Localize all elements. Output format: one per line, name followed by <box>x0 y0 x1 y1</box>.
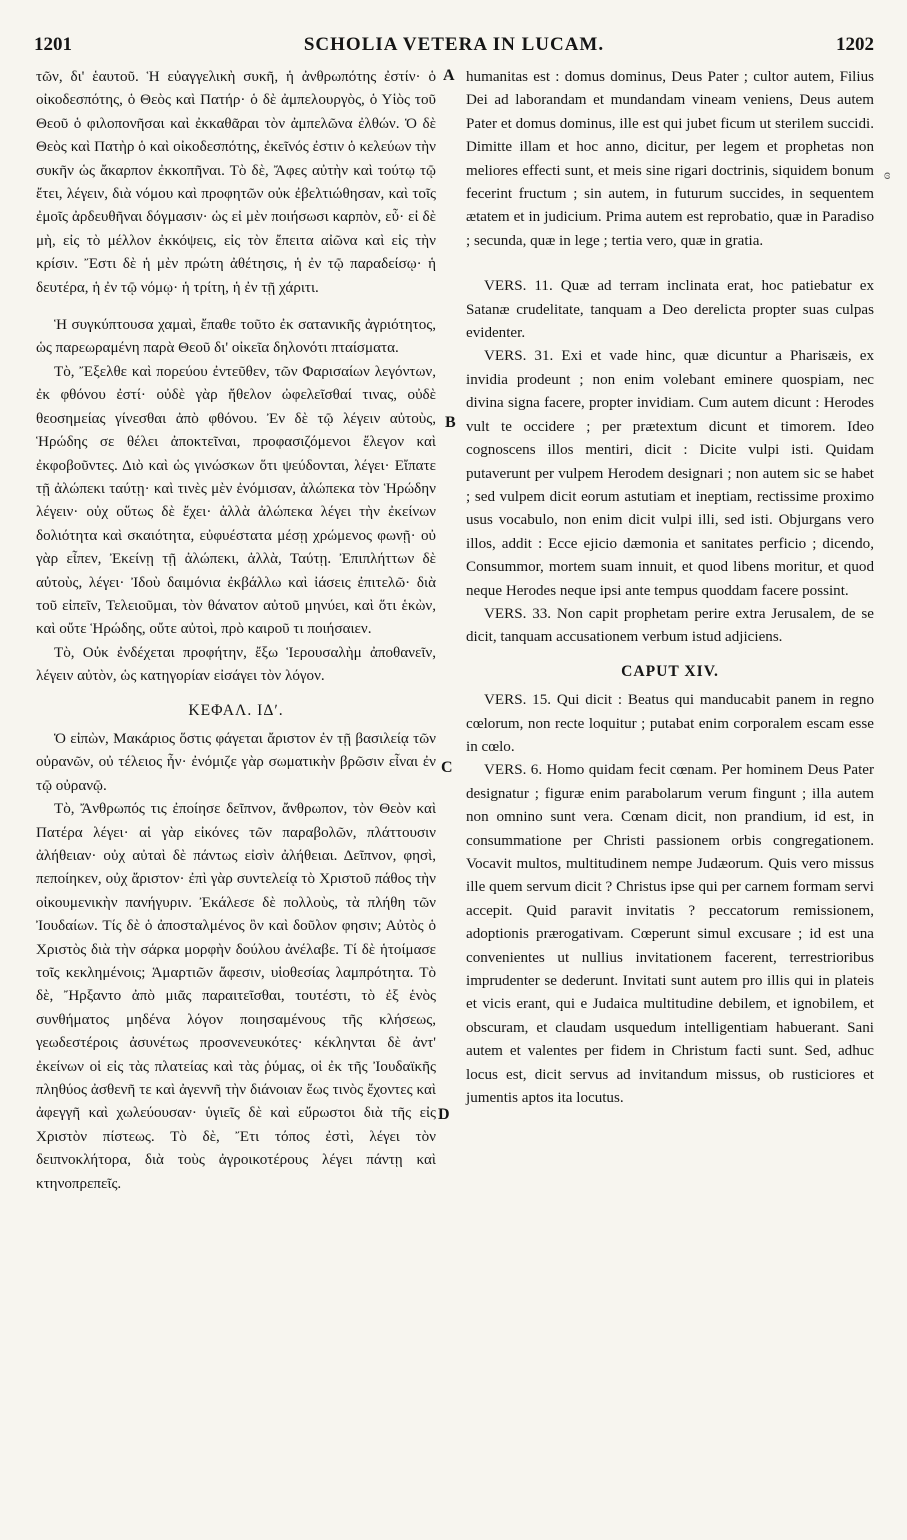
greek-chapter-heading: ΚΕΦΑΛ. ΙΔʹ. <box>188 701 284 719</box>
margin-letter-c: C <box>441 759 453 776</box>
latin-paragraph-5: VERS. 15. Qui dicit : Beatus qui manducabit panem in regno cœlorum, non recte loquitur ; putabat enim corporalem escam esse in cœlo. <box>466 692 874 755</box>
greek-paragraph-3: Τὸ, Ἔξελθε καὶ πορεύου ἐντεῦθεν, τῶν Φαρισαίων λεγόντων, ἐκ φθόνου ἐστί· οὐδὲ γὰρ ἤθελον ὠφελεῖσθαί τινας, οὐδὲ θεοσημείας γίνεσθαι ἀπὸ φθόνου. Ἐν δὲ τῷ λέγειν αὐτοὺς, Ἡρώδης σε θέλει ἀποκτεῖναι, προφασιζόμενοι ἔλεγον καὶ ἐκφοβοῦντες. Διὸ καὶ ὡς γινώσκων ὅτι ψεύδονται, λέγει· Εἴπατε τῇ ἀλώπεκι ταύτῃ· καὶ τινὲς μὲν ἐνόμισαν, ἀλώπεκα τὸν Ἡρώδην λέγειν· οὐχ οὕτως δὲ ἔχει· ἀλλὰ ἀλώπεκα λέγει τὴν ἐκείνων δολιότητα καὶ σκαιότητα, εὐφυέστατα μέσῃ χρώμενος φωνῇ· οὐ γὰρ εἶπεν, Ἐκείνῃ τῇ ἀλώπεκι, ἀλλὰ, Ταύτῃ. Ἐπιπλήττων δὲ αὐτοὺς, λέγει· Ἰδοὺ δαιμόνια ἐκβάλλω καὶ ἰάσεις ἐπιτελῶ· διὰ τοῦ εἰπεῖν, Τελειοῦμαι, τὸν θάνατον αὐτοῦ μηνύει, καὶ ὅτι ἑκὼν, καὶ οὔτε Ἡρώδης, οὔτε αὐτοὶ, πρὸ καιροῦ τι ποιήσαιεν. <box>36 363 436 638</box>
latin-paragraph-2: VERS. 11. Quæ ad terram inclinata erat, hoc patiebatur ex Satanæ crudelitate, tanquam a Deo derelicta propter suas culpas evidenter. <box>466 278 874 342</box>
greek-paragraph-6: Τὸ, Ἄνθρωπός τις ἐποίησε δεῖπνον, ἄνθρωπον, τὸν Θεὸν καὶ Πατέρα λέγει· αἱ γὰρ εἰκόνες τῶν παραβολῶν, πλάττουσιν ἀλήθειαν· οὐχ αὐταὶ δὲ πάντως εἰσὶν ἀλήθειαι. Δεῖπνον, φησὶ, πεποίηκεν, οὐχ ἄριστον· ἐπὶ γὰρ συντελείᾳ τὸ Χριστοῦ πάθος τὴν οἰκουμενικὴν πανήγυριν. Ἐκάλεσε δὲ πολλοὺς, τὰ πλήθη τῶν Ἰουδαίων. Τίς δὲ ὁ ἀποσταλμένος ὃν καὶ δοῦλον φησιν; Αὐτὸς ὁ Χριστὸς διὰ τὴν σάρκα μορφὴν δούλου ἀνέλαβε. Τί δὲ ἡτοίμασε τοῖς κεκλημένοις; Ἁμαρτιῶν ἄφεσιν, υἱοθεσίας λαμπρότητα. Τὸ δὲ, Ἤρξαντο ἀπὸ μιᾶς παραιτεῖσθαι, τουτέστι, τὸ ἐξ ἑνὸς συνθήματος μηδένα λόγον ποιησαμένους τῆς κλήσεως, γεωδεστέροις ἀσυνέτως προσνενευκότες· κέκληνται δὲ ἀντ' ἐκείνων οἱ εἰς τὰς πλατείας καὶ τὰς ῥύμας, οἱ ἐκ τῆς Ἰουδαϊκῆς πληθύος ἀσθενῆ τε καὶ ἀγεννῆ τὴν διάνοιαν ἕως τινὸς ἔχοντες καὶ ἀφεγγῆ καὶ χωλεύουσαν· ὑγιεῖς δὲ καὶ εὔρωστοι διὰ τῆς εἰς Χριστὸν πίστεως. Τὸ δὲ, Ἔτι τόπος ἐστὶ, λέγει τὸν δειπνοκλήτορα, διὰ τοὺς ἀγροικοτέρους λέγει πάντῃ καὶ κτηνοπρεπεῖς. <box>36 801 436 1192</box>
greek-paragraph-4: Τὸ, Οὐκ ἐνδέχεται προφήτην, ἔξω Ἱερουσαλὴμ ἀποθανεῖν, λέγειν αὐτὸν, ὡς κατηγορίαν εἰσάγει τὸν λόγον. <box>36 644 436 685</box>
page-number-left: 1201 <box>34 34 72 55</box>
running-header <box>34 34 874 64</box>
latin-paragraph-3: VERS. 31. Exi et vade hinc, quæ dicuntur a Pharisæis, ex invidia prodeunt ; non enim volebant eminere quospiam, nec divina signa facere, propter invidiam. Cum autem dicunt : Herodes vult te occidere ; per prætextum dicunt et timorem. Ideo cognoscens illos mentiri, dicit : Dicite vulpi isti. Quidam putaverunt per vulpem Herodem designari ; non autem sic se habet ; sed vulpem dicit eorum astutiam et ineptiam, rectissime proximo usus vocabulo, non enim dicit vulpi illi, sed isti. Objurgans vero illos, addit : Ecce ejicio dæmonia et sanitates perficio ; dicendo, Consummor, mortem suam innuit, et quod libens moritur, et quod neque Herodes neque ipsi ante tempus quoddam facere possint. <box>466 348 874 599</box>
latin-column <box>466 66 874 1110</box>
margin-note: ɞ <box>884 168 891 183</box>
greek-paragraph-2: Ἡ συγκύπτουσα χαμαὶ, ἔπαθε τοῦτο ἐκ σατανικῆς ἀγριότητος, ὡς παρεωραμένη παρὰ Θεοῦ δι' οἰκεῖα δηλονότι πταίσματα. <box>36 317 436 357</box>
greek-paragraph-1: τῶν, δι' ἑαυτοῦ. Ἡ εὐαγγελικὴ συκῆ, ἡ ἀνθρωπότης ἐστίν· ὁ οἰκοδεσπότης, ὁ Θεὸς καὶ Πατήρ· ὁ δὲ ἀμπελουργὸς, ὁ Υἱὸς τοῦ Θεοῦ ὁ φιλοπονῆσαι καὶ ἐκκαθᾶραι τὸν ἀμπελῶνα ἐλθών. Ὁ δὲ Θεὸς καὶ Πατὴρ ὁ καὶ οἰκοδεσπότης, ἐκεῖνός ἐστιν ὁ κελεύων τὴν συκῆν ὡς ἄκαρπον ἐκκοπῆναι. Τὸ δὲ, Ἄφες αὐτὴν καὶ τούτῳ τῷ ἔτει, λέγειν, διὰ νόμου καὶ προφητῶν οὐκ ἐβελτιώθησαν, καὶ τοῖς ἐμοῖς ἀρδευθῆναι δόγμασιν· ὡς εἰ μὲν ποιήσωσι καρπὸν, εὖ· εἰ δὲ μὴ, εἰς τὸ μέλλον ἐκκόψεις, εἰς τὸν ἔπειτα αἰῶνα καὶ εἰς τὴν κρίσιν. Ἔστι δὲ ἡ μὲν πρώτη ἀθέτησις, ἡ ἐν τῷ παραδείσῳ· ἡ δευτέρα, ἡ ἐν τῷ νόμῳ· ἡ τρίτη, ἡ ἐν τῇ χάριτι. <box>36 69 436 296</box>
page-number-right: 1202 <box>836 34 874 55</box>
margin-letter-a: A <box>443 67 455 84</box>
margin-letter-d: D <box>438 1106 450 1123</box>
margin-letter-b: B <box>445 414 456 431</box>
latin-paragraph-1: humanitas est : domus dominus, Deus Pater ; cultor autem, Filius Dei ad laborandam et mundandam vineam veniens, Deus autem Pater et domus dominus, ille est qui jubet ficum ut sterilem succidi. Dimitte illam et hoc anno, dicitur, per legem et prophetas non meliores effecti sunt, et meis sine rigari doctrinis, siquidem bonum fecerint fructum ; sin autem, in futurum succides, in sequentem ætatem et in judicium. Prima autem est reprobatio, quæ in Paradiso ; secunda, quæ in lege ; tertia vero, quæ in gratia. <box>466 69 874 249</box>
greek-column <box>36 66 436 1196</box>
latin-paragraph-4: VERS. 33. Non capit prophetam perire extra Jerusalem, de se dicit, tanquam accusationem verbum istud adjiciens. <box>466 605 874 646</box>
latin-chapter-heading: CAPUT XIV. <box>621 662 719 680</box>
latin-paragraph-6: VERS. 6. Homo quidam fecit cœnam. Per hominem Deus Pater designatur ; figuræ enim parabolarum verum fingunt ; illa autem non omnino sunt vera. Cœnam dicit, non prandium, id est, in consummatione per Christi passionem orbis congregationem. Vocavit multos, multitudinem nempe Judæorum. Quis vero missus ille quem servum dicit ? Christus ipse qui per carnem formam servi accepit. Quid paravit invitatis ? peccatorum remissionem, adoptionis prærogativam. Cœperunt simul excusare ; id est una convenientes ut nullius invitationem facerent, terrestrioribus imprudenter se dederunt. Invitati sunt autem pro illis qui in plateis et vicis erant, qui e Judaica multitudine debilem, et ignobilem, et obscuram, et claudam usquedum intelligentiam habuerant. Sani autem et valentes per fidem in Christum facti sunt. Sed, adhuc locus est, dicit servus ad invitandum missus, ob rusticiores et jumentis aptos ita locutus. <box>466 762 874 1107</box>
running-title: SCHOLIA VETERA IN LUCAM. <box>303 34 605 55</box>
greek-paragraph-5: Ὁ εἰπὼν, Μακάριος ὅστις φάγεται ἄριστον ἐν τῇ βασιλείᾳ τῶν οὐρανῶν, οὐ τέλειος ἦν· ἐνόμιζε γὰρ σωματικὴν βρῶσιν εἶναι ἐν τῷ οὐρανῷ. <box>36 730 436 794</box>
